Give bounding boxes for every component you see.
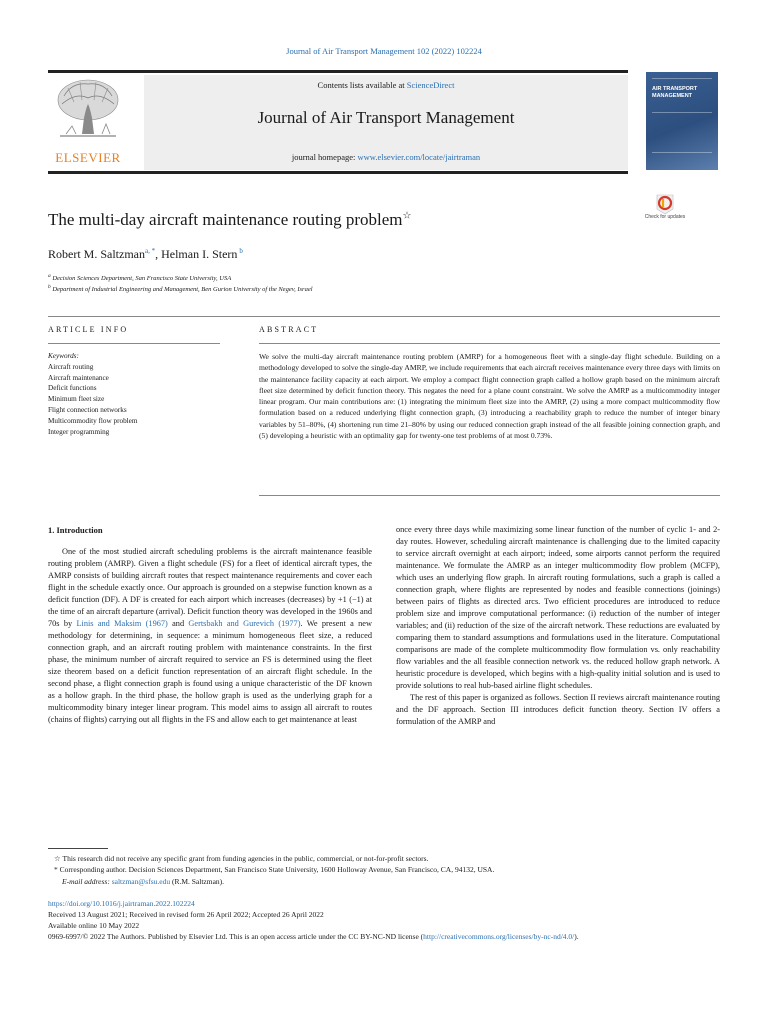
- footnote-corresponding-mark: *: [54, 865, 58, 874]
- cover-bottom-line: [652, 152, 712, 153]
- footnote-email: [48, 876, 734, 887]
- doi-link[interactable]: https://doi.org/10.1016/j.jairtraman.2022.102224: [48, 899, 195, 908]
- intro-paragraph-2: The rest of this paper is organized as follows. Section II reviews aircraft maintenance routing and the DF approach. Section III introduces deficit function theory. Section IV offers a formulation of the AMRP and: [396, 693, 720, 726]
- affiliation-a-mark: a: [48, 273, 51, 279]
- journal-cover-thumbnail[interactable]: [646, 72, 718, 170]
- license-statement: [48, 931, 720, 942]
- keyword-item: Aircraft maintenance: [48, 373, 109, 382]
- license-suffix: ).: [574, 932, 579, 941]
- keyword-item: Aircraft routing: [48, 362, 94, 371]
- license-prefix: 0969-6997/© 2022 The Authors. Published by Elsevier Ltd. This is an open access article under the CC BY-NC-ND license (: [48, 932, 424, 941]
- available-online: Available online 10 May 2022: [48, 921, 140, 930]
- cover-title-line-1: AIR TRANSPORT: [652, 86, 698, 92]
- author-2-affiliation-marker[interactable]: b: [239, 247, 243, 255]
- author-separator: ,: [155, 247, 162, 261]
- funding-note-marker[interactable]: ☆: [402, 210, 412, 222]
- affiliation-b: [48, 284, 313, 293]
- journal-title: Journal of Air Transport Management: [257, 108, 515, 127]
- keyword-item: Minimum fleet size: [48, 395, 105, 404]
- sciencedirect-link[interactable]: ScienceDirect: [406, 80, 455, 90]
- author-list: [48, 247, 243, 262]
- cover-title-line-2: MANAGEMENT: [652, 92, 693, 99]
- cover-top-line: [652, 78, 712, 79]
- author-1-affiliation-marker[interactable]: a, *: [144, 247, 156, 255]
- keywords-block: [48, 351, 137, 437]
- article-title: [48, 210, 411, 230]
- intro-paragraph-continued: once every three days while maximizing some linear function of the number of cyclic 1- and 2-day routes. However, scheduling aircraft maintenance is challenging due to the limited capacity to service aircraft overnight at each airport; indeed, some airports cannot perform the required maintenance. We formulate the AMRP as an integer multicommodity flow problem (MCFP), which uses an underlying flow graph. In aircraft routing formulations, such a graph is called a connection graph, where flights are represented by nodes and feasible connections (joinings) between pairs of flights as directed arcs. Two efficient procedures are introduced to reduce problem size and improve computational performance: (i) reduction of the number of integer variables; and (ii) reduction of the size of the aircraft network. These reductions are evaluated by comparing them to standard assumptions and formulations used in the literature. Computational comparisons are made of the complete multicommodity flow formulation vs. only reachability flow variables and the all feasible connection network vs. the reduced hollow graph network. A heuristic procedure is developed, which begins with a high-quality initial solution and is used to provide solutions to real hub-based airline flight schedules.: [396, 525, 720, 690]
- citation-linis-maksim[interactable]: Linis and Maksim (1967): [76, 619, 168, 628]
- body-right-column: [396, 524, 720, 728]
- article-info-rule: [48, 343, 220, 344]
- journal-reference[interactable]: Journal of Air Transport Management 102 (2022) 102224: [286, 46, 482, 56]
- keyword-item: Deficit functions: [48, 384, 97, 393]
- header-top-rule: [48, 70, 628, 73]
- license-link[interactable]: http://creativecommons.org/licenses/by-nc-nd/4.0/: [423, 932, 575, 941]
- body-left-column: [48, 524, 372, 726]
- affiliation-b-text: Department of Industrial Engineering and Management, Ben Gurion University of the Negev, Israel: [52, 286, 313, 294]
- contents-line: [144, 80, 628, 90]
- email-label: E-mail address:: [62, 877, 112, 886]
- footnote-funding: [48, 853, 726, 864]
- footnote-funding-mark: ☆: [54, 854, 61, 863]
- affiliation-a: [48, 273, 231, 282]
- article-title-text: The multi-day aircraft maintenance routing problem: [48, 210, 403, 229]
- received-dates: Received 13 August 2021; Received in revised form 26 April 2022; Accepted 26 April 2022: [48, 910, 324, 919]
- section-top-rule: [48, 316, 720, 317]
- header-bottom-rule: [48, 171, 628, 174]
- homepage-link[interactable]: www.elsevier.com/locate/jairtraman: [357, 152, 481, 162]
- keyword-item: Integer programming: [48, 427, 110, 436]
- author-2-name[interactable]: Helman I. Stern: [161, 247, 238, 261]
- email-link[interactable]: saltzman@sfsu.edu: [111, 877, 171, 886]
- keyword-item: Multicommodity flow problem: [48, 416, 138, 425]
- footnote-corresponding-text: Corresponding author. Decision Sciences Department, San Francisco State University, 1600 Holloway Avenue, San Francisco, CA, 94132, USA.: [59, 865, 495, 874]
- contents-prefix: Contents lists available at: [317, 80, 407, 90]
- check-for-updates-label: Check for updates: [644, 214, 686, 220]
- abstract-heading: ABSTRACT: [259, 325, 319, 334]
- footnote-rule: [48, 848, 108, 849]
- abstract-text: We solve the multi-day aircraft maintenance routing problem (AMRP) for a homogeneous fleet with a single-day flight schedule. Building on a methodology developed to solve the single-day AMRP, we include requirements that each aircraft receives maintenance every three days with limits on the maintenance facility capacity at each airport. We employ a compact flight connection graph called a hollow graph based on the minimum aircraft fleet size determined by deficit function theory. This negates the need for a plane count constraint. We solve the AMRP as a multicommodity integer linear program. Our main contributions are: (1) integrating the minimum fleet size into the AMRP, (2) using a more compact multicommodity flow formulation based on a reduced underlying flight connection graph, (3) introducing a reachability graph to reduce the number of integer binary variables by 51–80%, (4) shortening run time 21–80% by using our reduced connection graph instead of the all feasible joining connection graph, and (5) developing a heuristic with an optimality gap for twenty-one test problems of at most 0.73%.: [259, 352, 720, 441]
- citation-gertsbakh-gurevich[interactable]: Gertsbakh and Gurevich (1977): [188, 619, 301, 628]
- abstract-rule: [259, 343, 720, 344]
- intro-text-b: . We present a new methodology for determining, in sequence: a minimum homogeneous fleet size, a reduced connection graph, and an aircraft routing problem with maintenance constraints. In the first phase, the minimum number of aircraft required to service an FS is determined using the fleet size theorem based on a deficit function representation of an aircraft flight schedule. In the second phase, a flight connection graph is found using a unique characteristic of the DF known as a hollow graph. In the third phase, the hollow graph is used as the underlying graph for a multicommodity binary integer linear program. This model aims to assign all aircraft to routes (chains of flights) carrying out all flights in the FS and allow each to get maintenance at least: [48, 619, 372, 724]
- homepage-line: [144, 152, 628, 162]
- keywords-label: Keywords:: [48, 352, 79, 360]
- intro-text-and: and: [167, 619, 189, 628]
- check-for-updates-badge[interactable]: [648, 193, 682, 233]
- email-suffix: (R.M. Saltzman).: [170, 877, 225, 886]
- affiliation-b-mark: b: [48, 284, 51, 290]
- abstract-bottom-rule: [259, 495, 720, 496]
- intro-text-a: One of the most studied aircraft scheduling problems is the aircraft maintenance feasible routing problem (AMRP). Given a flight schedule (FS) for a fleet of identical aircraft types, the AMRP consists of building aircraft routes that respect maintenance requirements and cover each flight in the schedule exactly once. Our approach is grounded on a stepwise function known as a deficit function (DF). A DF is created for each airport which increases (decreases) by +1 (−1) at the time of an aircraft departure (arrival). Deficit function theory was developed in the 1960s and 70s by: [48, 547, 372, 628]
- footnote-corresponding: [48, 864, 726, 875]
- author-1-name[interactable]: Robert M. Saltzman: [48, 247, 145, 261]
- cover-title: [652, 86, 714, 99]
- footnote-funding-text: This research did not receive any specific grant from funding agencies in the public, commercial, or not-for-profit sectors.: [62, 854, 429, 863]
- keyword-item: Flight connection networks: [48, 405, 127, 414]
- section-heading-introduction: 1. Introduction: [48, 525, 103, 535]
- article-info-heading: ARTICLE INFO: [48, 325, 129, 334]
- homepage-prefix: journal homepage:: [291, 152, 358, 162]
- cover-mid-line: [652, 112, 712, 113]
- elsevier-wordmark: ELSEVIER: [55, 150, 121, 165]
- intro-paragraph-1: [48, 546, 372, 726]
- affiliation-a-text: Decision Sciences Department, San Francisco State University, USA: [52, 275, 232, 283]
